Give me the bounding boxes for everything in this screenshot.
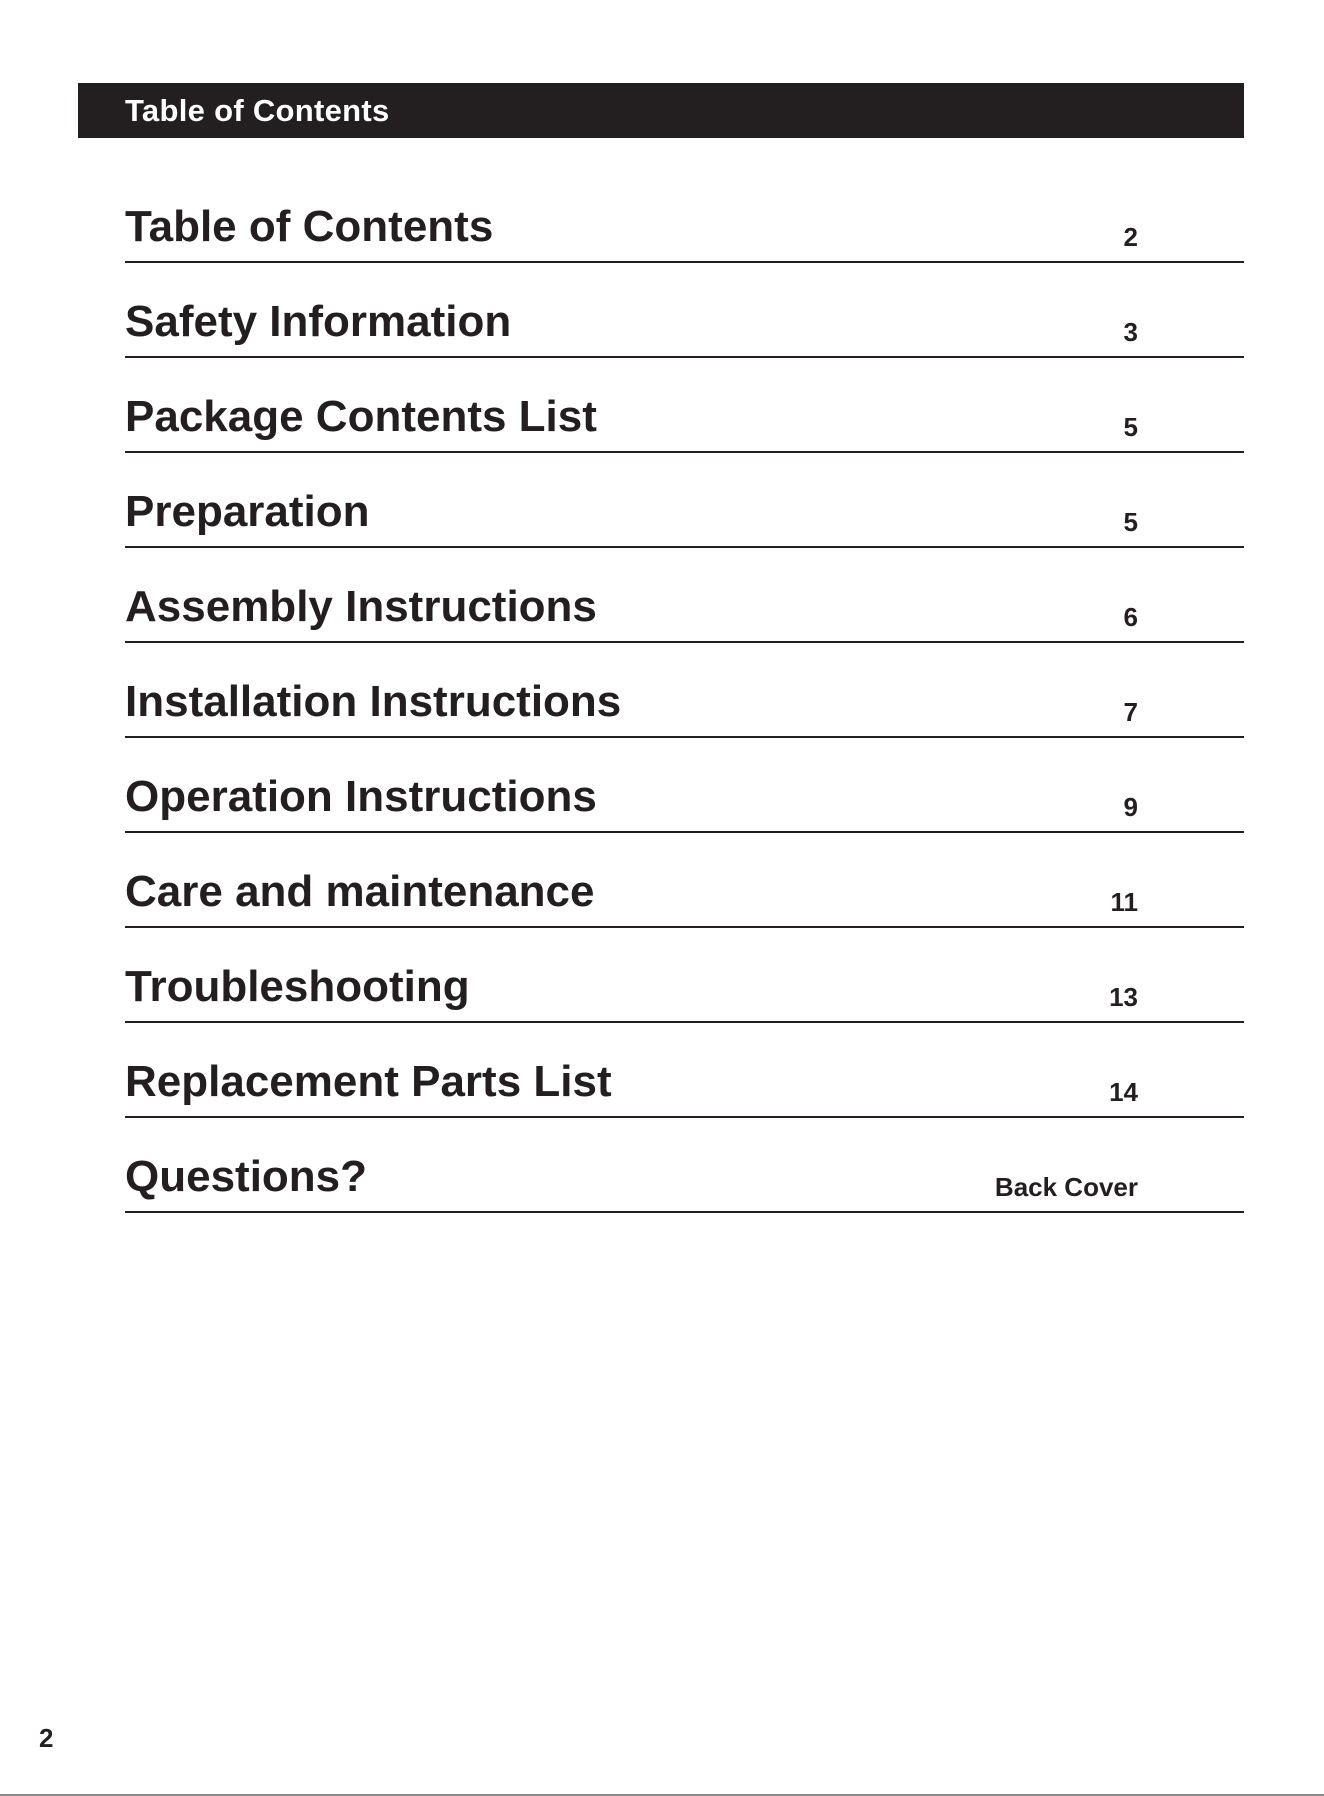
toc-entry-label: Package Contents List	[125, 392, 597, 441]
toc-entry-label: Preparation	[125, 487, 370, 536]
toc-entry-page: Back Cover	[994, 1172, 1138, 1202]
toc-entry-care-and-maintenance[interactable]	[125, 832, 1244, 927]
toc-entry-troubleshooting[interactable]	[125, 927, 1244, 1022]
toc-entry-page: 6	[1123, 602, 1138, 632]
toc-entry-page: 2	[1123, 222, 1138, 252]
section-header-bar	[78, 83, 1244, 138]
toc-entry-installation-instructions[interactable]	[125, 642, 1244, 737]
toc-entry-label: Assembly Instructions	[125, 582, 597, 631]
toc-entry-label: Table of Contents	[125, 202, 494, 251]
toc-entry-label: Installation Instructions	[125, 677, 622, 726]
toc-entry-table-of-contents[interactable]	[125, 167, 1244, 262]
section-header-title: Table of Contents	[125, 93, 390, 128]
toc-entry-label: Operation Instructions	[125, 772, 597, 821]
toc-entry-page: 5	[1123, 412, 1138, 442]
toc-entry-page: 11	[1110, 887, 1138, 917]
toc-entry-package-contents-list[interactable]	[125, 357, 1244, 452]
toc-entry-label: Care and maintenance	[125, 867, 595, 916]
toc-entry-label: Safety Information	[125, 297, 512, 346]
toc-entry-assembly-instructions[interactable]	[125, 547, 1244, 642]
toc-entry-label: Replacement Parts List	[125, 1057, 612, 1106]
toc-entry-page: 9	[1123, 792, 1138, 822]
toc-entry-page: 14	[1109, 1077, 1138, 1107]
toc-entry-label: Questions?	[125, 1152, 368, 1201]
toc-entry-page: 7	[1123, 697, 1138, 727]
toc-entry-label: Troubleshooting	[125, 962, 470, 1011]
toc-entry-operation-instructions[interactable]	[125, 737, 1244, 832]
toc-entry-page: 5	[1123, 507, 1138, 537]
table-of-contents-list	[125, 167, 1244, 1212]
toc-entry-page: 3	[1123, 317, 1138, 347]
toc-entry-page: 13	[1109, 982, 1138, 1012]
page-number: 2	[39, 1723, 54, 1753]
toc-entry-preparation[interactable]	[125, 452, 1244, 547]
toc-entry-safety-information[interactable]	[125, 262, 1244, 357]
toc-entry-questions[interactable]	[125, 1117, 1244, 1212]
toc-entry-replacement-parts-list[interactable]	[125, 1022, 1244, 1117]
